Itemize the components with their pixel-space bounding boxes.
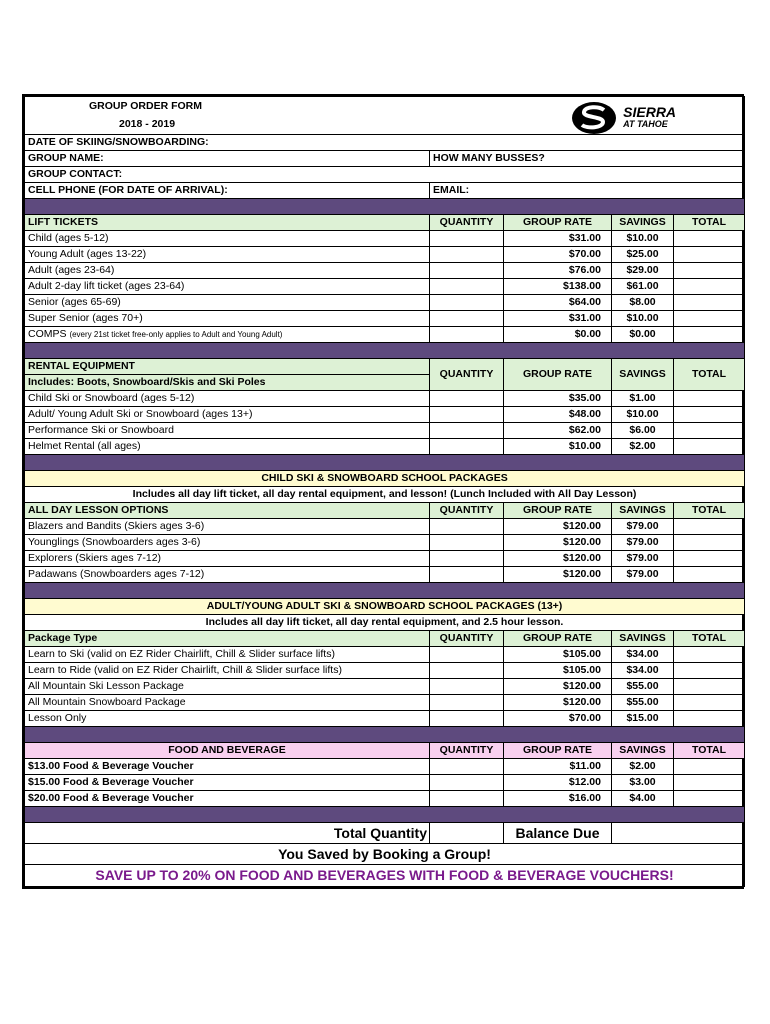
- group-rate-header: GROUP RATE: [504, 359, 612, 391]
- item-name: $15.00 Food & Beverage Voucher: [25, 775, 430, 791]
- quantity-cell[interactable]: [430, 679, 504, 695]
- rate-cell: $11.00: [504, 759, 612, 775]
- total-cell: [674, 279, 745, 295]
- rate-cell: $31.00: [504, 231, 612, 247]
- quantity-cell[interactable]: [430, 423, 504, 439]
- group-contact-field[interactable]: GROUP CONTACT:: [25, 167, 745, 183]
- item-name: Blazers and Bandits (Skiers ages 3-6): [25, 519, 430, 535]
- total-cell: [674, 391, 745, 407]
- rate-cell: $70.00: [504, 711, 612, 727]
- savings-cell: $34.00: [612, 647, 674, 663]
- rate-cell: $120.00: [504, 535, 612, 551]
- package-type-heading: Package Type: [25, 631, 430, 647]
- total-header: TOTAL: [674, 631, 745, 647]
- table-row: [25, 791, 745, 807]
- table-row: [25, 279, 745, 295]
- balance-due-label: Balance Due: [504, 823, 612, 844]
- table-row: [25, 679, 745, 695]
- lift-tickets-heading: LIFT TICKETS: [25, 215, 430, 231]
- table-row: [25, 759, 745, 775]
- rate-cell: $16.00: [504, 791, 612, 807]
- total-header: TOTAL: [674, 503, 745, 519]
- savings-cell: $55.00: [612, 695, 674, 711]
- group-rate-header: GROUP RATE: [504, 503, 612, 519]
- savings-cell: $10.00: [612, 231, 674, 247]
- total-cell: [674, 263, 745, 279]
- adult-school-subtitle: Includes all day lift ticket, all day rental equipment, and 2.5 hour lesson.: [25, 615, 745, 631]
- quantity-cell[interactable]: [430, 519, 504, 535]
- rate-cell: $70.00: [504, 247, 612, 263]
- table-row: [25, 663, 745, 679]
- comps-item: [25, 327, 430, 343]
- quantity-cell[interactable]: [430, 791, 504, 807]
- total-quantity-value[interactable]: [430, 823, 504, 844]
- sierra-logo: [571, 101, 676, 135]
- table-row: [25, 231, 745, 247]
- quantity-cell[interactable]: [430, 647, 504, 663]
- savings-cell: $25.00: [612, 247, 674, 263]
- table-row: [25, 407, 745, 423]
- section-divider: [25, 343, 745, 359]
- table-row: [25, 695, 745, 711]
- adult-school-heading: ADULT/YOUNG ADULT SKI & SNOWBOARD SCHOOL PACKAGES (13+): [25, 599, 745, 615]
- savings-header: SAVINGS: [612, 359, 674, 391]
- quantity-cell[interactable]: [430, 407, 504, 423]
- total-cell: [674, 759, 745, 775]
- quantity-header: QUANTITY: [430, 743, 504, 759]
- savings-cell: $29.00: [612, 263, 674, 279]
- table-row: [25, 439, 745, 455]
- comps-label: COMPS: [28, 328, 67, 340]
- child-school-subtitle: Includes all day lift ticket, all day rental equipment, and lesson! (Lunch Included with All Day Lesson): [25, 487, 745, 503]
- total-cell: [674, 551, 745, 567]
- busses-field[interactable]: HOW MANY BUSSES?: [430, 151, 745, 167]
- total-cell: [674, 535, 745, 551]
- total-cell: [674, 775, 745, 791]
- table-row: [25, 327, 745, 343]
- savings-cell: $61.00: [612, 279, 674, 295]
- table-row: [25, 535, 745, 551]
- food-beverage-heading: FOOD AND BEVERAGE: [25, 743, 430, 759]
- quantity-header: QUANTITY: [430, 359, 504, 391]
- quantity-cell[interactable]: [430, 279, 504, 295]
- total-cell: [674, 439, 745, 455]
- group-name-field[interactable]: GROUP NAME:: [25, 151, 430, 167]
- rate-cell: $64.00: [504, 295, 612, 311]
- savings-cell: $79.00: [612, 567, 674, 583]
- total-header: TOTAL: [674, 743, 745, 759]
- table-row: [25, 647, 745, 663]
- savings-cell: $6.00: [612, 423, 674, 439]
- group-order-form: [22, 94, 744, 889]
- cell-phone-field[interactable]: CELL PHONE (FOR DATE OF ARRIVAL):: [25, 183, 430, 199]
- total-cell: [674, 327, 745, 343]
- rate-cell: $105.00: [504, 647, 612, 663]
- table-row: [25, 247, 745, 263]
- savings-cell: $10.00: [612, 407, 674, 423]
- section-divider: [25, 727, 745, 743]
- section-divider: [25, 807, 745, 823]
- promo-message: SAVE UP TO 20% ON FOOD AND BEVERAGES WITH FOOD & BEVERAGE VOUCHERS!: [25, 865, 745, 887]
- total-cell: [674, 311, 745, 327]
- item-name: All Mountain Ski Lesson Package: [25, 679, 430, 695]
- rate-cell: $120.00: [504, 695, 612, 711]
- total-cell: [674, 663, 745, 679]
- table-row: [25, 391, 745, 407]
- child-school-heading: CHILD SKI & SNOWBOARD SCHOOL PACKAGES: [25, 471, 745, 487]
- form-title: GROUP ORDER FORM: [89, 100, 202, 112]
- table-row: [25, 295, 745, 311]
- date-of-skiing-field[interactable]: DATE OF SKIING/SNOWBOARDING:: [25, 135, 745, 151]
- total-cell: [674, 407, 745, 423]
- item-name: Learn to Ski (valid on EZ Rider Chairlift, Chill & Slider surface lifts): [25, 647, 430, 663]
- quantity-cell[interactable]: [430, 263, 504, 279]
- rate-cell: $31.00: [504, 311, 612, 327]
- all-day-lesson-options-heading: ALL DAY LESSON OPTIONS: [25, 503, 430, 519]
- savings-cell: $3.00: [612, 775, 674, 791]
- item-name: Child (ages 5-12): [25, 231, 430, 247]
- item-name: Adult/ Young Adult Ski or Snowboard (ages 13+): [25, 407, 430, 423]
- savings-cell: $0.00: [612, 327, 674, 343]
- saved-message: You Saved by Booking a Group!: [25, 844, 745, 865]
- total-cell: [674, 791, 745, 807]
- total-cell: [674, 711, 745, 727]
- item-name: Senior (ages 65-69): [25, 295, 430, 311]
- item-name: Young Adult (ages 13-22): [25, 247, 430, 263]
- quantity-cell[interactable]: [430, 775, 504, 791]
- quantity-header: QUANTITY: [430, 215, 504, 231]
- quantity-header: QUANTITY: [430, 503, 504, 519]
- savings-cell: $4.00: [612, 791, 674, 807]
- item-name: Helmet Rental (all ages): [25, 439, 430, 455]
- savings-cell: $79.00: [612, 551, 674, 567]
- total-cell: [674, 519, 745, 535]
- section-divider: [25, 455, 745, 471]
- total-cell: [674, 295, 745, 311]
- table-row: [25, 423, 745, 439]
- table-row: [25, 775, 745, 791]
- item-name: Younglings (Snowboarders ages 3-6): [25, 535, 430, 551]
- rental-equipment-heading: RENTAL EQUIPMENT: [25, 359, 430, 375]
- section-divider: [25, 583, 745, 599]
- item-name: Padawans (Snowboarders ages 7-12): [25, 567, 430, 583]
- quantity-cell[interactable]: [430, 759, 504, 775]
- quantity-cell[interactable]: [430, 295, 504, 311]
- savings-cell: $79.00: [612, 535, 674, 551]
- form-season: 2018 - 2019: [119, 118, 176, 130]
- rate-cell: $120.00: [504, 551, 612, 567]
- total-cell: [674, 695, 745, 711]
- quantity-cell[interactable]: [430, 567, 504, 583]
- table-row: [25, 551, 745, 567]
- rate-cell: $62.00: [504, 423, 612, 439]
- rate-cell: $12.00: [504, 775, 612, 791]
- total-header: TOTAL: [674, 359, 745, 391]
- rate-cell: $138.00: [504, 279, 612, 295]
- total-header: TOTAL: [674, 215, 745, 231]
- rate-cell: $105.00: [504, 663, 612, 679]
- item-name: $13.00 Food & Beverage Voucher: [25, 759, 430, 775]
- quantity-cell[interactable]: [430, 391, 504, 407]
- quantity-cell[interactable]: [430, 551, 504, 567]
- savings-header: SAVINGS: [612, 215, 674, 231]
- section-divider: [25, 199, 745, 215]
- savings-header: SAVINGS: [612, 503, 674, 519]
- table-row: [25, 711, 745, 727]
- savings-cell: $2.00: [612, 759, 674, 775]
- savings-cell: $15.00: [612, 711, 674, 727]
- quantity-cell[interactable]: [430, 663, 504, 679]
- total-cell: [674, 679, 745, 695]
- rate-cell: $0.00: [504, 327, 612, 343]
- logo-text-sub: AT TAHOE: [623, 119, 668, 129]
- table-row: [25, 311, 745, 327]
- item-name: $20.00 Food & Beverage Voucher: [25, 791, 430, 807]
- rate-cell: $10.00: [504, 439, 612, 455]
- quantity-header: QUANTITY: [430, 631, 504, 647]
- savings-cell: $10.00: [612, 311, 674, 327]
- total-cell: [674, 647, 745, 663]
- savings-cell: $79.00: [612, 519, 674, 535]
- rate-cell: $35.00: [504, 391, 612, 407]
- total-cell: [674, 567, 745, 583]
- rate-cell: $120.00: [504, 519, 612, 535]
- sierra-s-logo-icon: [571, 101, 617, 135]
- savings-cell: $2.00: [612, 439, 674, 455]
- item-name: Performance Ski or Snowboard: [25, 423, 430, 439]
- savings-cell: $8.00: [612, 295, 674, 311]
- total-cell: [674, 423, 745, 439]
- savings-cell: $55.00: [612, 679, 674, 695]
- item-name: Explorers (Skiers ages 7-12): [25, 551, 430, 567]
- group-rate-header: GROUP RATE: [504, 743, 612, 759]
- group-rate-header: GROUP RATE: [504, 631, 612, 647]
- quantity-cell[interactable]: [430, 695, 504, 711]
- quantity-cell[interactable]: [430, 311, 504, 327]
- rate-cell: $120.00: [504, 679, 612, 695]
- item-name: Adult 2-day lift ticket (ages 23-64): [25, 279, 430, 295]
- total-cell: [674, 247, 745, 263]
- total-cell: [674, 231, 745, 247]
- item-name: Child Ski or Snowboard (ages 5-12): [25, 391, 430, 407]
- total-quantity-label: Total Quantity: [25, 823, 430, 844]
- table-row: [25, 519, 745, 535]
- item-name: Lesson Only: [25, 711, 430, 727]
- logo-text-main: SIERRA: [623, 104, 677, 120]
- quantity-cell[interactable]: [430, 711, 504, 727]
- item-name: Super Senior (ages 70+): [25, 311, 430, 327]
- quantity-cell[interactable]: [430, 231, 504, 247]
- quantity-cell[interactable]: [430, 327, 504, 343]
- item-name: Adult (ages 23-64): [25, 263, 430, 279]
- quantity-cell[interactable]: [430, 247, 504, 263]
- group-rate-header: GROUP RATE: [504, 215, 612, 231]
- balance-due-value[interactable]: [612, 823, 745, 844]
- quantity-cell[interactable]: [430, 439, 504, 455]
- savings-header: SAVINGS: [612, 743, 674, 759]
- item-name: Learn to Ride (valid on EZ Rider Chairlift, Chill & Slider surface lifts): [25, 663, 430, 679]
- table-row: [25, 567, 745, 583]
- savings-header: SAVINGS: [612, 631, 674, 647]
- rate-cell: $48.00: [504, 407, 612, 423]
- table-row: [25, 263, 745, 279]
- email-field[interactable]: EMAIL:: [430, 183, 745, 199]
- savings-cell: $34.00: [612, 663, 674, 679]
- rate-cell: $120.00: [504, 567, 612, 583]
- rate-cell: $76.00: [504, 263, 612, 279]
- comps-note: (every 21st ticket free-only applies to Adult and Young Adult): [69, 330, 283, 339]
- quantity-cell[interactable]: [430, 535, 504, 551]
- rental-includes: Includes: Boots, Snowboard/Skis and Ski Poles: [25, 375, 430, 391]
- savings-cell: $1.00: [612, 391, 674, 407]
- item-name: All Mountain Snowboard Package: [25, 695, 430, 711]
